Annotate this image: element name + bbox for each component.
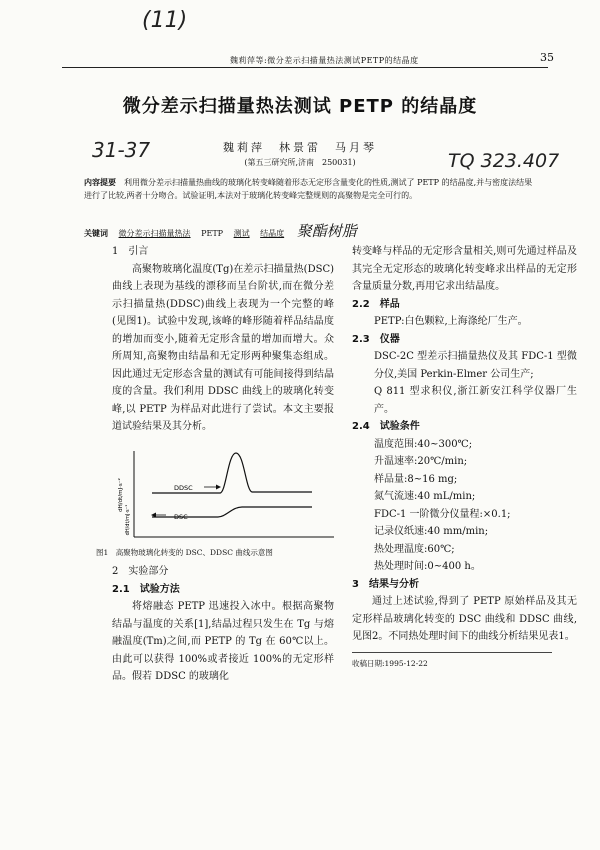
subsection-heading: [352, 296, 577, 314]
condition-item: 热处理温度:60℃;: [374, 543, 455, 555]
section-heading: 1 引言: [112, 246, 149, 257]
section-heading: 2 实验部分: [112, 566, 169, 577]
figure-1-plot: [112, 447, 337, 542]
keywords-label: 关键词: [84, 229, 108, 238]
y-axis-label-bottom: dH/dt/mJ·s⁻¹: [125, 504, 131, 536]
ddsc-label: DDSC: [174, 484, 193, 492]
condition-item: 样品量:8~16 mg;: [374, 473, 458, 485]
keywords: [84, 220, 554, 241]
subsection-title: 2.1 试验方法: [112, 583, 180, 595]
figure-caption: 图1 高聚物玻璃化转变的 DSC、DDSC 曲线示意图: [96, 548, 273, 557]
received-date: 收稿日期:1995-12-22: [352, 659, 428, 668]
keyword: PETP: [201, 229, 224, 238]
handwritten-annotation: (11): [142, 8, 188, 33]
abstract-text: 利用微分差示扫描量热曲线的玻璃化转变峰随着形态无定形含量变化的性质,测试了 PETP 的结晶度,并与密度法结果进行了比较,两者十分吻合。试验证明,本法对于玻璃化转变峰完整规则的高聚物是完全可行的。: [84, 178, 533, 201]
right-column: [352, 243, 577, 646]
condition-item: FDC-1 一阶微分仪量程:×0.1;: [374, 508, 511, 520]
subsection-title: 2.3 仪器: [352, 333, 400, 345]
left-column-top: [112, 243, 334, 436]
paragraph: 高聚物玻璃化温度(Tg)在差示扫描量热(DSC)曲线上表现为基线的漂移而呈台阶状,而在微分差示扫描量热(DDSC)曲线上表现为一个完整的峰(见图1)。试验中发现,该峰的峰形随着样品结晶度的增加而变小,随着无定形含量的增加而增大。众所周知,高聚物由结晶和无定形两种聚集态组成。因此通过无定形态含量的测试有可能间接得到结晶度的含量。我们利用 DDSC 曲线上的玻璃化转变峰,以 PETP 为样品对此进行了尝试。本文主要报道试验结果及其分析。: [112, 263, 334, 432]
page-number: 35: [540, 51, 554, 64]
keyword: 微分差示扫描量热法: [118, 229, 191, 238]
paragraph: 通过上述试验,得到了 PETP 原始样品及其无定形样品玻璃化转变的 DSC 曲线和 DDSC 曲线,见图2。不同热处理时间下的曲线分析结果见表1。: [352, 596, 577, 642]
handwritten-class-number: TQ 323.407: [448, 150, 560, 172]
paragraph: Q 811 型求积仪,浙江新安江科学仪器厂生产。: [374, 386, 577, 415]
handwritten-page-range: 31-37: [92, 138, 151, 162]
affiliation: (第五三研究所,济南 250031): [244, 158, 356, 167]
left-column-bottom: [112, 563, 334, 686]
subsection-title: 2.2 样品: [352, 298, 400, 310]
header-rule: [62, 67, 548, 68]
dsc-label: DSC: [174, 513, 188, 521]
keyword: 测试: [233, 229, 250, 238]
paragraph: 转变峰与样品的无定形含量相关,则可先通过样品及其完全无定形态的玻璃化转变峰求出样品的无定形含量质量分数,再用它求出结晶度。: [352, 246, 577, 292]
paragraph: DSC-2C 型差示扫描量热仪及其 FDC-1 型微分仪,美国 Perkin-Elmer 公司生产;: [374, 351, 577, 380]
condition-item: 热处理时间:0~400 h。: [374, 561, 481, 572]
abstract: [84, 176, 534, 202]
keyword: 结晶度: [260, 229, 285, 238]
ddsc-arrow-head: [216, 485, 221, 490]
paragraph: 将熔融态 PETP 迅速投入冰中。根据高聚物结晶与温度的关系[1],结晶过程只发生在 Tg 与熔融温度(Tm)之间,而 PETP 的 Tg 在 60℃以上。由此可以获得 100%或者接近 100%的无定形样品。假若 DDSC 的玻璃化: [112, 601, 334, 682]
handwritten-keyword: 聚酯树脂: [296, 222, 357, 240]
section-title: 3 结果与分析: [352, 578, 419, 590]
running-head: 魏莉萍等:微分差示扫描量热法测试PETP的结晶度: [230, 56, 419, 65]
section-heading: [352, 576, 577, 594]
y-axis-label-top: dH/dt/mJ·s⁻²: [118, 478, 124, 512]
article-title: 微分差示扫描量热法测试 PETP 的结晶度: [122, 96, 478, 117]
paragraph: PETP:白色颗粒,上海涤纶厂生产。: [374, 316, 528, 327]
abstract-label: 内容提要: [84, 178, 116, 187]
subsection-heading: [112, 581, 334, 599]
condition-item: 氮气流速:40 mL/min;: [374, 491, 476, 502]
subsection-heading: [352, 418, 577, 436]
condition-item: 升温速率:20℃/min;: [374, 456, 468, 467]
authors: 魏莉萍 林景雷 马月琴: [223, 141, 377, 154]
subsection-heading: [352, 331, 577, 349]
condition-item: 记录仪纸速:40 mm/min;: [374, 526, 489, 537]
footnote-rule: [352, 652, 552, 653]
subsection-title: 2.4 试验条件: [352, 421, 420, 432]
condition-item: 温度范围:40~300℃;: [374, 438, 473, 450]
